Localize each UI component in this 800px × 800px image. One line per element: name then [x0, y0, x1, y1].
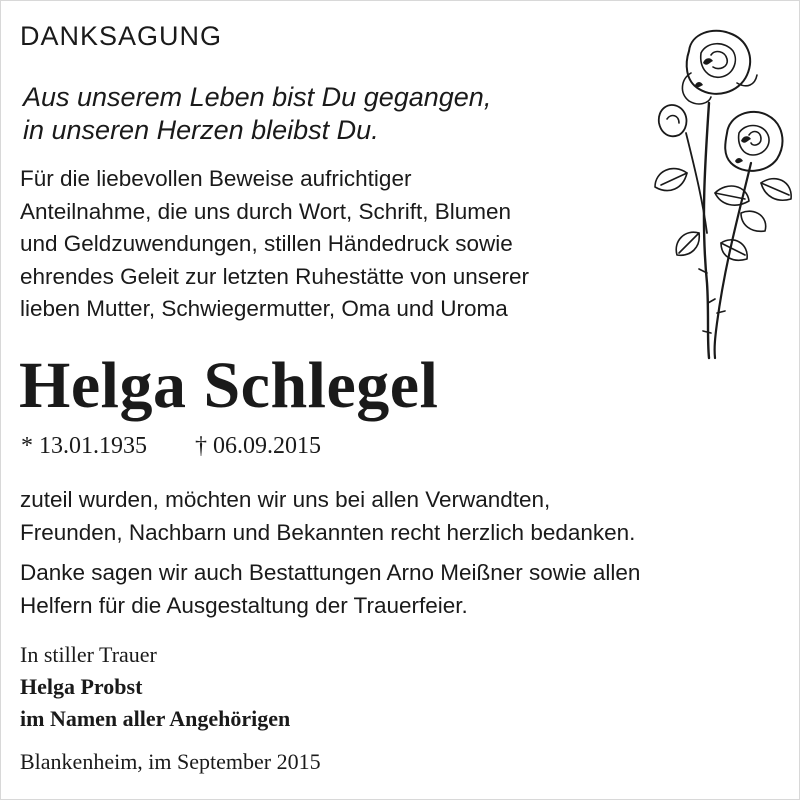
birth-date: * 13.01.1935 [21, 433, 147, 459]
signature-family: im Namen aller Angehörigen [20, 706, 291, 731]
notice-heading: DANKSAGUNG [20, 21, 223, 51]
intro-line: lieben Mutter, Schwiegermutter, Oma und Uroma [20, 296, 508, 321]
signature-block [20, 639, 290, 735]
intro-text [20, 163, 630, 326]
life-dates [21, 434, 321, 458]
thanks-extra-text [20, 557, 780, 622]
thanks-text [20, 484, 760, 549]
poem-line: in unseren Herzen bleibst Du. [23, 115, 379, 145]
thanks-extra-line: Danke sagen wir auch Bestattungen Arno Meißner sowie allen [20, 560, 641, 585]
signature-greeting: In stiller Trauer [20, 642, 157, 667]
intro-line: Für die liebevollen Beweise aufrichtiger [20, 166, 412, 191]
thanks-line: Freunden, Nachbarn und Bekannten recht herzlich bedanken. [20, 519, 636, 545]
signature-name: Helga Probst [20, 674, 143, 699]
deceased-name: Helga Schlegel [19, 349, 439, 422]
intro-line: ehrendes Geleit zur letzten Ruhestätte von unserer [20, 263, 530, 289]
place-and-date: Blankenheim, im September 2015 [20, 749, 321, 774]
thanks-extra-line: Helfern für die Ausgestaltung der Trauerfeier. [20, 592, 468, 618]
intro-line: Anteilnahme, die uns durch Wort, Schrift, Blumen [20, 198, 512, 224]
death-date: † 06.09.2015 [195, 433, 321, 459]
poem [23, 81, 623, 147]
intro-line: und Geldzuwendungen, stillen Händedruck sowie [20, 231, 513, 256]
rose-illustration [651, 23, 796, 363]
poem-line: Aus unserem Leben bist Du gegangen, [23, 82, 492, 112]
thanks-line: zuteil wurden, möchten wir uns bei allen Verwandten, [20, 487, 551, 512]
